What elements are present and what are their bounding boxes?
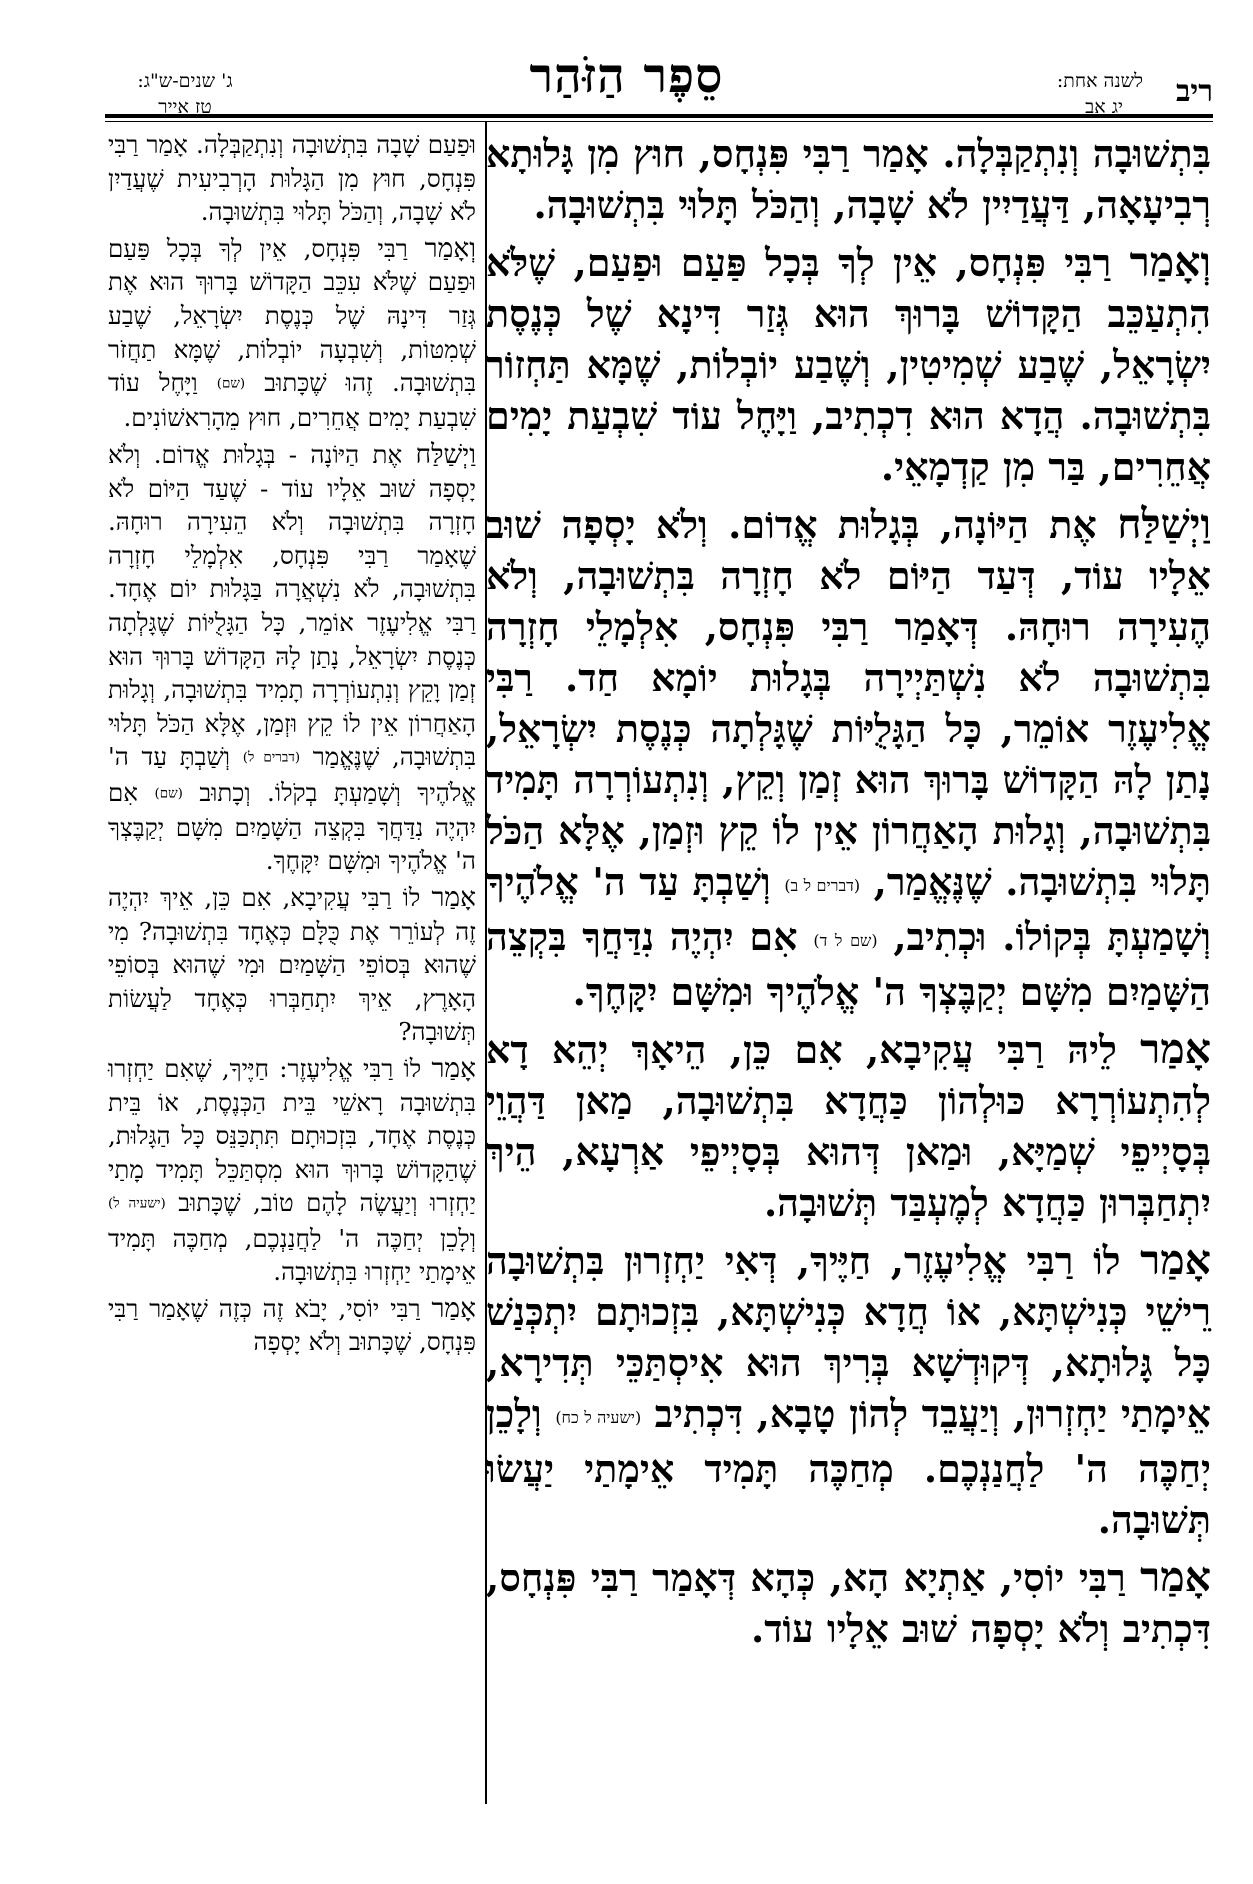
header-rule-thick — [105, 114, 1213, 118]
side-paragraph-5-text: לוֹ רַבִּי אֱלִיעֶזֶר: חַיֶּיךָ, שֶׁאִם יַחְזְרוּ בִּתְשׁוּבָה רָאשֵׁי בֵּית הַכְּנֶסֶת, אוֹ בֵּית כְּנֶסֶת אֶחָד, בִּזְכוּתָם תִּתְכַּנֵּס כָּל הַגָּלוּת, שֶׁהַקָּדוֹשׁ בָּרוּךְ הוּא מִסְתַּכֵּל תָּמִיד מָתַי יַחְזְרוּ וְיַעֲשֶׂה לָהֶם טוֹב, שֶׁכָּתוּב — [108, 1053, 476, 1218]
main-paragraph-2-text: רַבִּי פִּנְחָס, אֵין לְךָ בְּכָל פַּעַם וּפַעַם, שֶׁלֹּא הִתְעַכֵּב הַקָּדוֹשׁ בָּרוּךְ הוּא גְּזַר דִּינָא שֶׁל כְּנֶסֶת יִשְׂרָאֵל, שֶׁבַע שְׁמִיטִין, וְשֶׁבַע יוֹבְלוֹת, שֶׁמָּא תַּחְזוֹר בִּתְשׁוּבָה. הֲדָא הוּא דִכְתִיב, וַיָּחֶל עוֹד שִׁבְעַת יָמִים אֲחֵרִים, בַּר מִן קַדְמָאֵי. — [486, 240, 1211, 489]
header-left — [105, 68, 265, 120]
aramaic-text-column — [486, 128, 1211, 1660]
main-paragraph-6-opening-word: אָמַר — [1140, 1552, 1211, 1602]
main-paragraph-4 — [486, 1023, 1211, 1228]
main-paragraph-1-text: בִּתְשׁוּבָה וְנִתְקַבְּלָה. אָמַר רַבִּי פִּנְחָס, חוּץ מִן גָּלוּתָא רְבִיעָאָה, דַּעֲדַיִין לֹא שָׁבָה, וְהַכֹּל תָּלוּי בִּתְשׁוּבָה. — [486, 131, 1211, 227]
side-paragraph-2-opening-word: וְאָמַר — [424, 232, 476, 264]
side-paragraph-2 — [108, 232, 476, 435]
page-title: סֵפֶר הַזֹּהַר — [529, 48, 724, 104]
side-paragraph-1-text: וּפַעַם שָׁבָה בִּתְשׁוּבָה וְנִתְקַבְּלָה. אָמַר רַבִּי פִּנְחָס, חוּץ מִן הַגָּלוּת הָרְבִיעִית שֶׁעֲדַיִן לֹא שָׁבָה, וְהַכֹּל תָּלוּי בִּתְשׁוּבָה. — [108, 130, 476, 227]
main-paragraph-3-text: אֶת הַיּוֹנָה, בְּגָלוּת אֱדוֹם. וְלֹא יָסְפָה שׁוּב אֵלָיו עוֹד, דְּעַד הַיּוֹם לֹא חָזְרָה בִּתְשׁוּבָה, וְלֹא הֶעִירָה רוּחָהּ. דְּאָמַר רַבִּי פִּנְחָס, אִלְמָלֵי חָזְרָה בִּתְשׁוּבָה לֹא נִשְׁתַּיְירָה בְּגָלוּת יוֹמָא חַד. רַבִּי אֱלִיעֶזֶר אוֹמֵר, כָּל הַגָּלֻיּוֹת שֶׁגָּלְתָה כְּנֶסֶת יִשְׂרָאֵל, נָתַן לָהּ הַקָּדוֹשׁ בָּרוּךְ הוּא זְמַן וְקֵץ, וְנִתְעוֹרְרָה תָּמִיד בִּתְשׁוּבָה, וְגָלוּת הָאַחֲרוֹן אֵין לוֹ קֵץ וּזְמַן, אֶלָּא הַכֹּל תָּלוּי בִּתְשׁוּבָה. שֶׁנֶּאֱמַר, — [486, 502, 1211, 904]
verse-reference: (דברים ל) — [242, 749, 301, 766]
side-paragraph-4-text: לוֹ רַבִּי עֲקִיבָא, אִם כֵּן, אֵיךְ יִהְיֶה זֶה לְעוֹרֵר אֶת כֻּלָּם כְּאֶחָד בִּתְשׁוּבָה? מִי שֶׁהוּא בְּסוֹפֵי הַשָּׁמַיִם וּמִי שֶׁהוּא בְּסוֹפֵי הָאָרֶץ, אֵיךְ יִתְחַבְּרוּ כְּאֶחָד לַעֲשׂוֹת תְּשׁוּבָה? — [108, 882, 476, 1047]
main-paragraph-6 — [486, 1551, 1211, 1654]
side-paragraph-2-text: רַבִּי פִּנְחָס, אֵין לְךָ בְּכָל פַּעַם וּפַעַם שֶׁלֹּא עִכֵּב הַקָּדוֹשׁ בָּרוּךְ הוּא אֶת גְּזַר דִּינָהּ שֶׁל כְּנֶסֶת יִשְׂרָאֵל, שֶׁבַע שְׁמִטּוֹת, וְשִׁבְעָה יוֹבְלוֹת, שֶׁמָּא תַחֲזֹר בִּתְשׁוּבָה. זֶהוּ שֶׁכָּתוּב — [108, 233, 476, 398]
main-paragraph-3-text-3: אִם יִהְיֶה נִדַּחֲךָ בִּקְצֵה הַשָּׁמַיִם מִשָּׁם יְקַבֶּצְךָ ה' אֱלֹהֶיךָ וּמִשָּׁם יִקָּחֶךָ. — [486, 914, 1211, 1015]
side-paragraph-2-text-2: וַיָּחֶל עוֹד שִׁבְעַת יָמִים אֲחֵרִים, חוּץ מֵהָרִאשׁוֹנִים. — [108, 368, 476, 433]
page-number: ריב — [1175, 74, 1213, 109]
side-paragraph-5-opening-word: אָמַר — [431, 1052, 476, 1084]
side-paragraph-5-text-2: וְלָכֵן יְחַכֶּה ה' לַחֲנַנְכֶם, מְחַכֶּה תָּמִיד אֵימָתַי יַחְזְרוּ בִּתְשׁוּבָה. — [108, 1223, 476, 1287]
main-paragraph-4-text: לֵיהּ רַבִּי עֲקִיבָא, אִם כֵּן, הֵיאָךְ יְהֵא דָא לְהִתְעוֹרְרָא כּוּלְהוֹן כַּחֲדָא בִּתְשׁוּבָה, מַאן דַּהֲוֵי בְּסָיְיפֵי שְׁמַיָּא, וּמַאן דְּהוּא בְּסָיְיפֵי אַרְעָא, הֵיךְ יִתְחַבְּרוּן כַּחֲדָא לְמֶעְבַּד תְּשׁוּבָה. — [486, 1027, 1211, 1226]
main-paragraph-5-opening-word: אָמַר — [1140, 1235, 1211, 1285]
main-paragraph-5 — [486, 1234, 1211, 1545]
header-rule-thin — [105, 121, 1213, 122]
main-paragraph-3-text-2: וְשַׁבְתָּ עַד ה' אֱלֹהֶיךָ וְשָׁמַעְתָּ בְּקוֹלוֹ. וּכְתִיב, — [486, 859, 1211, 960]
side-paragraph-6 — [108, 1292, 476, 1359]
side-paragraph-3-text-2: וְשַׁבְתָּ עַד ה' אֱלֹהֶיךָ וְשָׁמַעְתָּ בְקֹלוֹ. וְכָתוּב — [108, 742, 476, 807]
side-paragraph-6-text: רַבִּי יוֹסִי, יָבֹא זֶה כְּזֶה שֶׁאָמַר רַבִּי פִּנְחָס, שֶׁכָּתוּב וְלֹא יָסְפָה — [108, 1293, 476, 1357]
side-paragraph-6-opening-word: אָמַר — [431, 1292, 476, 1324]
main-paragraph-6-text: רַבִּי יוֹסִי, אַתְיָא הָא, כְּהָא דְּאָמַר רַבִּי פִּנְחָס, דִּכְתִיב וְלֹא יָסְפָה שׁוּב אֵלָיו עוֹד. — [486, 1555, 1211, 1652]
header-schedule-three-years: ג' שנים-ש"ג: — [137, 70, 233, 92]
hebrew-translation-column — [108, 128, 476, 1362]
main-paragraph-2-opening-word: וְאָמַר — [1129, 237, 1211, 286]
side-paragraph-4 — [108, 881, 476, 1049]
verse-reference: (דברים ל ב) — [784, 876, 861, 896]
main-paragraph-4-opening-word: אָמַר — [1140, 1024, 1211, 1074]
main-paragraph-3 — [486, 498, 1211, 1017]
verse-reference: (שם) — [216, 375, 246, 392]
side-paragraph-3-opening-word: וַיְשַׁלַּח — [415, 438, 476, 470]
side-paragraph-5 — [108, 1052, 476, 1289]
side-paragraph-3-text-3: אִם יִהְיֶה נִדַּחֲךָ בִּקְצֵה הַשָּׁמַיִם מִשָּׁם יְקַבֶּצְךָ ה' אֱלֹהֶיךָ וּמִשָּׁם יִקָּחֶךָ. — [108, 777, 476, 876]
main-paragraph-5-text: לוֹ רַבִּי אֱלִיעֶזֶר, חַיֶּיךָ, דְּאִי יַחְזְרוּן בִּתְשׁוּבָה רֵישֵׁי כְּנִישְׁתָּא, אוֹ חֲדָא כְּנִישְׁתָּא, בִּזְכוּתָם יִתְכְּנַשׁ כָּל גָּלוּתָא, דְּקוּדְשָׁא בְּרִיךְ הוּא אִיסְתַּכֵּי תְּדִירָא, אֵימָתַי יַחְזְרוּן, וְיַעֲבֵד לְהוֹן טָבָא, דִּכְתִיב — [486, 1238, 1211, 1437]
side-paragraph-4-opening-word: אָמַר — [431, 881, 476, 913]
side-paragraph-3 — [108, 438, 476, 878]
main-paragraph-1 — [486, 128, 1211, 230]
main-paragraph-2 — [486, 236, 1211, 492]
verse-reference: (ישעיה ל כח) — [555, 1408, 642, 1428]
main-paragraph-3-opening-word: וַיְשַׁלַּח — [1117, 499, 1211, 548]
side-paragraph-1 — [108, 128, 476, 229]
main-paragraph-5-text-2: וְלָכֵן יְחַכֶּה ה' לַחֲנַנְכֶם. מְחַכֶּה תָּמִיד אֵימָתַי יַעֲשׂוּ תְּשׁוּבָה. — [486, 1391, 1211, 1543]
verse-reference: (שם ל ד) — [813, 931, 878, 951]
header-date-three-years: טז אייר — [158, 96, 212, 118]
verse-reference: (שם) — [154, 785, 183, 802]
side-paragraph-3-text: אֶת הַיּוֹנָה - בְּגָלוּת אֱדוֹם. וְלֹא יָסְפָה שׁוּב אֵלָיו עוֹד - שֶׁעַד הַיּוֹם לֹא חָזְרָה בִּתְשׁוּבָה וְלֹא הֵעִירָה רוּחָהּ. שֶׁאָמַר רַבִּי פִּנְחָס, אִלְמָלֵי חָזְרָה בִּתְשׁוּבָה, לֹא נִשְׁאֲרָה בַּגָּלוּת יוֹם אֶחָד. רַבִּי אֱלִיעֶזֶר אוֹמֵר, כָּל הַגָּלֻיּוֹת שֶׁגָּלְתָה כְּנֶסֶת יִשְׂרָאֵל, נָתַן לָהּ הַקָּדוֹשׁ בָּרוּךְ הוּא זְמַן וָקֵץ וְנִתְעוֹרְרָה תָמִיד בִּתְשׁוּבָה, וְגָלוּת הָאַחֲרוֹן אֵין לוֹ קֵץ וּזְמַן, אֶלָּא הַכֹּל תָּלוּי בִּתְשׁוּבָה, שֶׁנֶּאֱמַר — [108, 439, 476, 772]
header-schedule-one-year: לשנה אחת: — [1056, 70, 1143, 92]
header-date-one-year: יג אב — [1085, 96, 1123, 118]
verse-reference: (ישעיה ל) — [108, 1195, 166, 1212]
